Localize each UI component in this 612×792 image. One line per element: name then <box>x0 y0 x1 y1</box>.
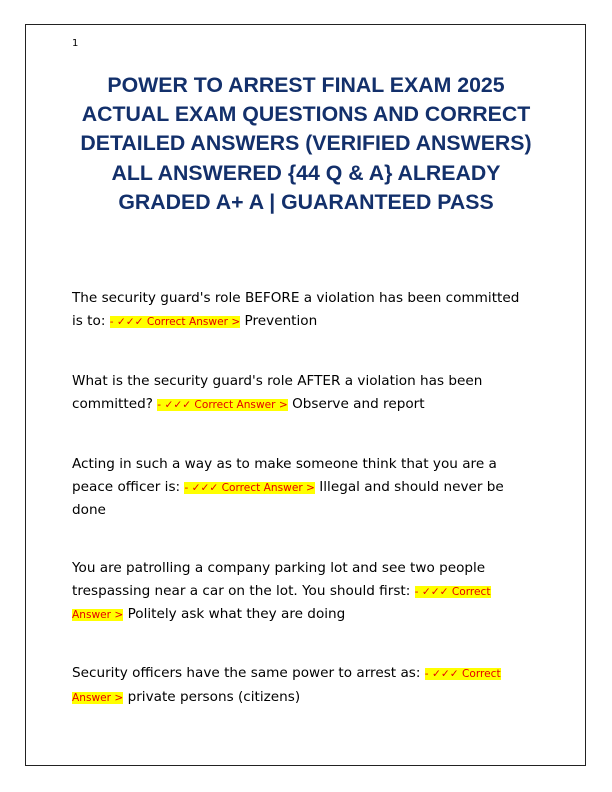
answer-text: Politely ask what they are doing <box>127 606 346 622</box>
qa-item-4 <box>72 557 547 627</box>
title-line: DETAILED ANSWERS (VERIFIED ANSWERS) <box>80 131 532 156</box>
correct-answer-marker: - ✓✓✓ Correct <box>424 668 501 680</box>
title-line: POWER TO ARREST FINAL EXAM 2025 <box>107 73 505 97</box>
question-text: trespassing near a car on the lot. You should first: <box>72 582 415 599</box>
question-text: The security guard's role BEFORE a violation has been committed <box>72 290 520 306</box>
qa-item-1 <box>72 287 547 333</box>
correct-answer-marker: Answer > <box>72 691 124 704</box>
qa-item-3 <box>72 453 547 522</box>
answer-text: done <box>72 502 106 518</box>
answer-text: Observe and report <box>292 395 425 412</box>
qa-item-5 <box>72 662 547 709</box>
document-title <box>60 71 552 217</box>
qa-item-2 <box>72 370 547 416</box>
title-line: GRADED A+ A | GUARANTEED PASS <box>118 189 494 214</box>
correct-answer-marker: - ✓✓✓ Correct Answer > <box>109 315 241 328</box>
page-number: 1 <box>72 38 79 49</box>
correct-answer-marker: - ✓✓✓ Correct <box>414 585 491 598</box>
question-text: committed? <box>72 395 158 412</box>
question-text: peace officer is: <box>72 478 185 495</box>
answer-text: private persons (citizens) <box>127 688 301 705</box>
question-text: What is the security guard's role AFTER a violation has been <box>72 373 483 389</box>
title-line: ACTUAL EXAM QUESTIONS AND CORRECT <box>81 102 531 127</box>
correct-answer-marker: - ✓✓✓ Correct Answer > <box>184 481 315 494</box>
question-text: You are patrolling a company parking lot and see two people <box>72 560 486 576</box>
question-text: Acting in such a way as to make someone think that you are a <box>72 456 497 472</box>
question-text: Security officers have the same power to arrest as: <box>72 665 425 681</box>
title-line: ALL ANSWERED {44 Q & A} ALREADY <box>111 160 501 185</box>
correct-answer-marker: - ✓✓✓ Correct Answer > <box>157 398 288 411</box>
answer-text: Illegal and should never be <box>319 478 504 495</box>
correct-answer-marker: Answer > <box>72 609 124 621</box>
question-text: is to: <box>72 312 110 329</box>
answer-text: Prevention <box>244 312 318 329</box>
